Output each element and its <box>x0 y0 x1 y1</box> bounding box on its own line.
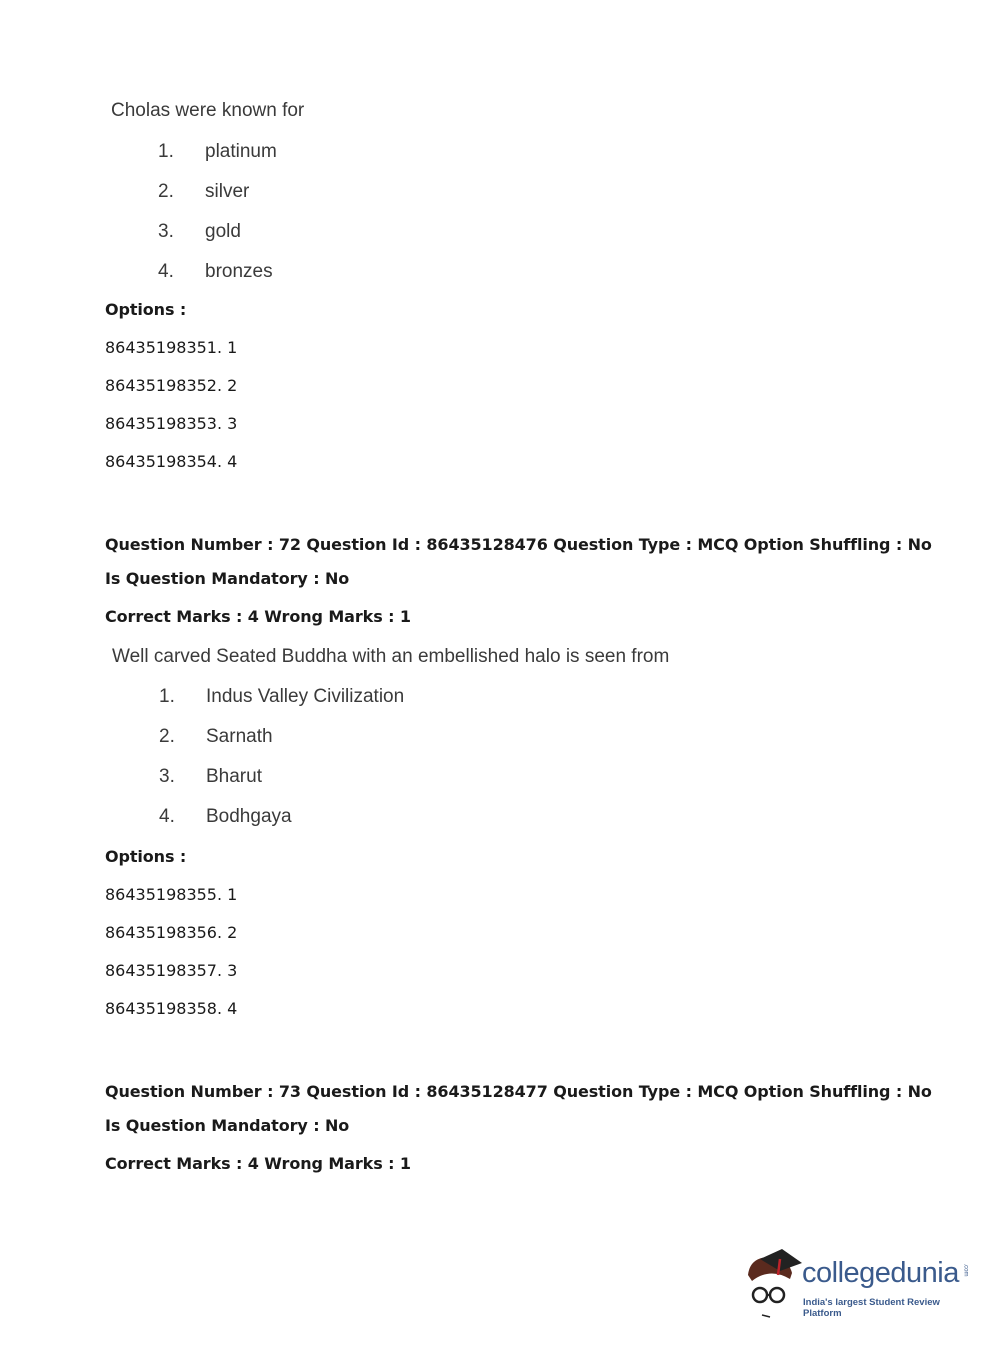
item-text: bronzes <box>205 261 273 282</box>
item-text: Bodhgaya <box>206 806 292 827</box>
option: 86435198356. 2 <box>105 923 238 942</box>
collegedunia-logo <box>740 1245 970 1320</box>
item-text: Bharut <box>206 766 262 787</box>
question-header: Question Number : 72 Question Id : 86435128476 Question Type : MCQ Option Shuffling : No <box>105 535 932 554</box>
question-marks: Correct Marks : 4 Wrong Marks : 1 <box>105 1154 411 1173</box>
item-number: 4. <box>158 261 174 282</box>
logo-suffix: .com <box>962 1263 969 1277</box>
option: 86435198351. 1 <box>105 338 238 357</box>
item-number: 4. <box>159 806 175 827</box>
question-header: Question Number : 73 Question Id : 86435128477 Question Type : MCQ Option Shuffling : No <box>105 1082 932 1101</box>
question-mandatory: Is Question Mandatory : No <box>105 569 350 588</box>
question-marks: Correct Marks : 4 Wrong Marks : 1 <box>105 607 411 626</box>
option: 86435198358. 4 <box>105 999 238 1018</box>
item-number: 2. <box>158 181 174 202</box>
mascot-icon <box>740 1245 802 1320</box>
question-text: Well carved Seated Buddha with an embellished halo is seen from <box>112 646 670 667</box>
item-number: 2. <box>159 726 175 747</box>
item-number: 3. <box>159 766 175 787</box>
item-number: 1. <box>158 141 174 162</box>
logo-tagline: India's largest Student Review Platform <box>803 1297 940 1319</box>
item-number: 1. <box>159 686 175 707</box>
option: 86435198353. 3 <box>105 414 238 433</box>
option: 86435198352. 2 <box>105 376 238 395</box>
item-number: 3. <box>158 221 174 242</box>
option: 86435198355. 1 <box>105 885 238 904</box>
item-text: silver <box>205 181 250 202</box>
logo-brand: collegedunia <box>802 1257 959 1289</box>
item-text: platinum <box>205 141 277 162</box>
item-text: Indus Valley Civilization <box>206 686 405 707</box>
question-text: Cholas were known for <box>111 100 305 121</box>
item-text: gold <box>205 221 241 242</box>
options-label: Options : <box>105 300 187 319</box>
question-mandatory: Is Question Mandatory : No <box>105 1116 350 1135</box>
option: 86435198354. 4 <box>105 452 238 471</box>
item-text: Sarnath <box>206 726 273 747</box>
option: 86435198357. 3 <box>105 961 238 980</box>
options-label: Options : <box>105 847 187 866</box>
